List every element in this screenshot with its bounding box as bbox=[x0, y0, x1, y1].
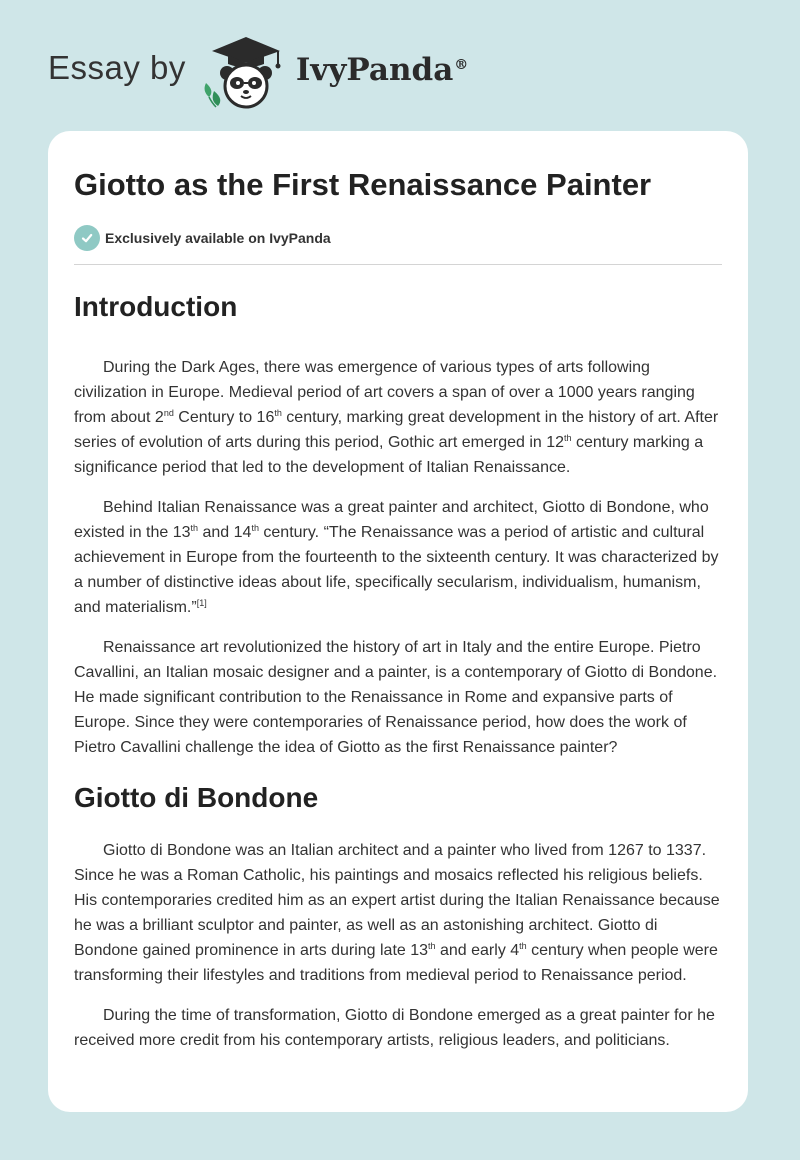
check-circle-icon bbox=[74, 225, 100, 251]
giotto-paragraph-2: During the time of transformation, Giotto di Bondone emerged as a great painter for he received more credit from his contemporary artists, religious leaders, and politicians. bbox=[74, 1007, 715, 1049]
essay-card bbox=[48, 131, 748, 1112]
giotto-paragraph-1: Giotto di Bondone was an Italian architect and a painter who lived from 1267 to 1337. Since he was a Roman Catholic, his paintings and mosaics reflected his religious beliefs. His contemporaries credited him as an expert artist during the Italian Renaissance because he was a brilliant sculptor and painter, as well as an astonishing architect. Giotto di Bondone gained prominence in arts during late 13th and early 4th century when people were transforming their lifestyles and traditions from medieval period to Renaissance period. bbox=[74, 842, 720, 984]
section-heading-introduction: Introduction bbox=[74, 291, 238, 322]
footnote-ref-1[interactable]: [1] bbox=[196, 598, 207, 608]
essay-title: Giotto as the First Renaissance Painter bbox=[74, 167, 652, 202]
brand-name[interactable]: IvyPanda® bbox=[295, 52, 469, 88]
intro-paragraph-2: Behind Italian Renaissance was a great painter and architect, Giotto di Bondone, who existed in the 13th and 14th century. “The Renaissance was a period of artistic and cultural achievement in Europe from the fourteenth to the sixteenth century. It was characterized by a number of distinctive ideas about life, specifically secularism, individualism, humanism, and materialism.”[1] bbox=[74, 499, 719, 616]
divider bbox=[74, 264, 722, 265]
section-heading-giotto: Giotto di Bondone bbox=[74, 782, 319, 813]
intro-paragraph-1: During the Dark Ages, there was emergence of various types of arts following civilization in Europe. Medieval period of art covers a span of over a 1000 years ranging from about 2nd Century to 16th century, marking great development in the history of art. After series of evolution of arts during this period, Gothic art emerged in 12th century marking a significance period that led to the development of Italian Renaissance. bbox=[74, 359, 719, 476]
brand-prefix: Essay by bbox=[48, 49, 186, 86]
brand-header bbox=[48, 32, 468, 112]
brand-registered-mark: ® bbox=[454, 56, 469, 73]
exclusive-notice bbox=[74, 225, 722, 251]
exclusive-label: Exclusively available on IvyPanda bbox=[105, 230, 331, 246]
intro-paragraph-3: Renaissance art revolutionized the history of art in Italy and the entire Europe. Pietro Cavallini, an Italian mosaic designer and a painter, is a contemporary of Giotto di Bondone. He made significant contribution to the Renaissance in Rome and expansive parts of Europe. Since they were contemporaries of Renaissance period, how does the work of Pietro Cavallini challenge the idea of Giotto as the first Renaissance painter? bbox=[74, 639, 718, 756]
panda-graduate-icon[interactable] bbox=[200, 33, 292, 111]
